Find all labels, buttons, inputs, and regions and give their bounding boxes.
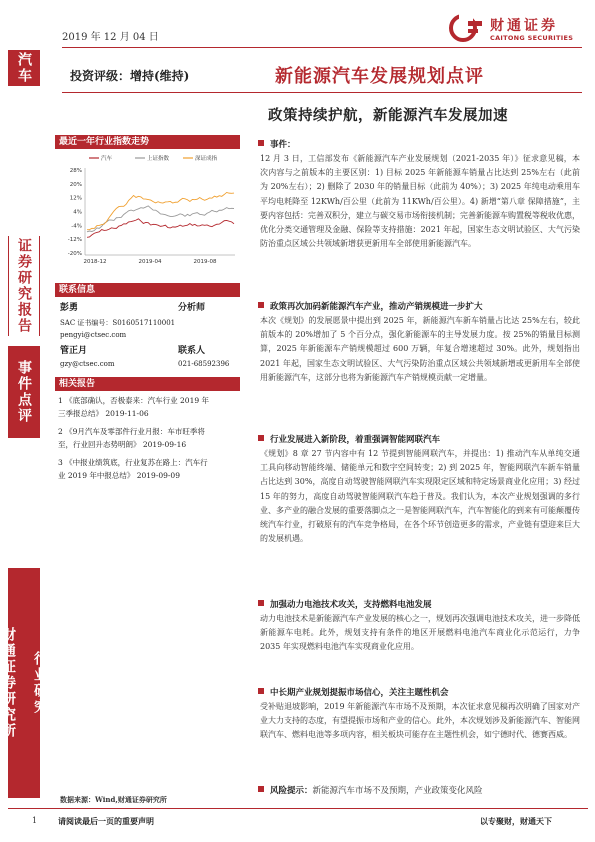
section3-heading: 加强动力电池技术攻关，支持燃料电池发展 (258, 598, 580, 610)
contact-section-header: 联系信息 (55, 283, 240, 297)
chart-section-header: 最近一年行业指数走势 (55, 135, 240, 149)
section2-paragraph: 《规划》8 章 27 节内容中有 12 节提到智能网联汽车，并提出：1) 推动汽车从单纯交通工具向移动智能终端、储能单元和数字空间转变；2) 到 2025 年，智能网联汽车新车销量占比达到 30%，高度自动驾驶智能网联汽车实现限定区域和特定场景商业化应用；3) 经过 15 年的努力，高度自动驾驶智能网联汽车趋于普及。我们认为，本次产业规划强调的多行业、多产业的融合发展的重要落脚点之一是智能网联汽车，汽车智能化的到来有可能颠覆传统汽车行业，打破原有的汽车竞争格局，在各个环节创造更多的需求，产业链有望迎来巨大的发展机遇。 (260, 449, 580, 544)
y-tick-label: 20% (69, 181, 82, 188)
legend-label: 汽车 (101, 156, 113, 162)
caitong-logo-icon (448, 13, 484, 43)
y-tick-label: 4% (73, 209, 82, 216)
analyst2-email[interactable]: gzy@ctsec.com (60, 360, 115, 368)
chart-x-axis (84, 259, 217, 265)
y-tick-label: -4% (71, 223, 82, 230)
section3-paragraph: 动力电池技术是新能源汽车产业发展的核心之一，规划再次强调电池技术攻关，进一步降低新能源车电耗。此外，规划支持有条件的地区开展燃料电池汽车商业化示范运行，力争 2035 年实现燃料电池汽车实现商业化应用。 (260, 614, 580, 652)
page-number: 1 (32, 816, 38, 825)
data-source-note: 数据来源：Wind,财通证券研究所 (60, 795, 167, 804)
analyst1-email[interactable]: pengyi@ctsec.com (60, 331, 127, 339)
bullet-square-icon (258, 435, 264, 441)
section4-heading: 中长期产业规划提振市场信心，关注主题性机会 (258, 686, 580, 698)
analyst2-phone: 021-68592396 (178, 360, 230, 368)
event-heading: 事件： (258, 138, 580, 150)
sidebar-industry: 汽车 (8, 50, 40, 86)
x-tick-label: 2019-04 (138, 259, 162, 265)
section4-paragraph: 受补贴退坡影响，2019 年新能源汽车市场不及预期，本次征求意见稿再次明确了国家对产业大力支持的态度，有望提振市场和产业的信心。此外，本次规划涉及新能源汽车、智能网联汽车、燃料电池等多项内容，相关板块可能存在主题性机会，如宁德时代、德赛西威。 (260, 702, 580, 740)
logo-english: CAITONG SECURITIES (490, 34, 574, 42)
section1-paragraph: 本次《规划》的发展愿景中提出到 2025 年，新能源汽车新车销量占比达 25%左右，较此前版本的 20%增加了 5 个百分点，强化新能源车的主导发展力度。按 25%的销量目标测算，2025 年新能源车产销规模超过 600 万辆，年复合增速超过 30%。此外，规划指出 2021 年起，国家生态文明试验区、大气污染防治重点区域公共领域新增或更新用车全部使用新能源汽车，这部分也将为新能源汽车产销规模贡献一定增量。 (260, 316, 580, 382)
sidebar-firm-name: 财通证券研究所 (0, 627, 16, 739)
x-tick-label: 2019-08 (193, 259, 217, 265)
y-tick-label: 28% (69, 168, 82, 174)
related-section-header: 相关报告 (55, 377, 240, 391)
analyst1-role: 分析师 (178, 303, 206, 313)
sidebar-report-type: 证券研究报告 (8, 236, 40, 336)
top-divider (62, 47, 582, 48)
analyst2-name: 管正月 (60, 346, 88, 356)
y-tick-label: -12% (67, 237, 82, 244)
series-shenzhen-line (87, 192, 234, 229)
logo-name: 财通证券 (490, 18, 558, 34)
bullet-square-icon (258, 140, 264, 146)
report-date: 2019 年 12 月 04 日 (62, 32, 159, 43)
related-report-2[interactable] (58, 425, 238, 451)
analyst1-name: 彭勇 (60, 303, 79, 313)
related-report-3-line2: 业 2019 年中报总结》 2019-09-09 (58, 471, 180, 480)
related-report-1-line2: 三季报总结》 2019-11-06 (58, 409, 149, 418)
x-tick-label: 2018-12 (83, 259, 107, 265)
analyst2-role: 联系人 (178, 346, 206, 356)
related-report-1[interactable] (58, 394, 238, 420)
footer-disclaimer[interactable]: 请阅读最后一页的重要声明 (58, 816, 154, 826)
related-report-1-line1: 1 《底部确认，否极泰来：汽车行业 2019 年 (58, 396, 210, 405)
industry-index-chart (55, 150, 240, 268)
footer-divider (8, 808, 588, 809)
analyst1-sac: SAC 证书编号：S0160517110001 (60, 319, 176, 327)
related-report-3[interactable] (58, 456, 238, 482)
sidebar-industry-research: 行业研究 (32, 651, 48, 715)
legend-label: 深证成指 (195, 156, 218, 162)
event-paragraph: 12 月 3 日，工信部发布《新能源汽车产业发展规划（2021-2035 年）》征求意见稿，本次内容与之前版本的主要区别：1) 目标 2025 年新能源车销量占比达到 25%左右（此前为 20%左右）；2) 删除了 2030 年的销量目标（此前为 40%）；3) 2025 年纯电动乘用车平均电耗降至 12KWh/百公里（此前为 11KWh/百公里）。4) 新增“第八章 保障措施”，主要内容包括：完善双积分，建立与碳交易市场衔接机制；完善新能源车购置税等税收优惠，优化分类交通管理及金融、保险等支持措施：2021 年起，国家生态文明试验区、大气污染防治重点区域公共领域新增获更新用车全部使用新能源汽车。 (260, 154, 580, 249)
related-report-2-line1: 2 《9月汽车及零部件行业月报：车市旺季将 (58, 427, 205, 436)
bullet-square-icon (258, 688, 264, 694)
section2-heading: 行业发展进入新阶段，着重强调智能网联汽车 (258, 433, 580, 445)
bullet-square-icon (258, 600, 264, 606)
y-tick-label: 12% (69, 195, 82, 202)
related-report-2-line2: 至，行业回升态势明朗》 2019-09-16 (58, 440, 187, 449)
legend-label: 上证指数 (147, 156, 170, 162)
related-report-3-line1: 3 《中报业绩筑底，行业复苏在路上：汽车行 (58, 458, 208, 467)
risk-heading: 风险提示：新能源汽车市场不及预期，产业政策变化风险 (258, 784, 580, 796)
investment-rating: 投资评级：增持(维持) (70, 69, 190, 83)
bullet-square-icon (258, 786, 264, 792)
report-title: 新能源汽车发展规划点评 (275, 66, 484, 87)
series-shanghai-line (87, 206, 234, 232)
chart-legend (89, 154, 218, 162)
y-tick-label: -20% (67, 251, 82, 257)
section1-heading: 政策再次加码新能源汽车产业，推动产销规模进一步扩大 (258, 300, 580, 312)
risk-text: 新能源汽车市场不及预期，产业政策变化风险 (312, 786, 483, 796)
sidebar-category: 事件点评 (8, 346, 40, 438)
series-auto-line (87, 219, 234, 238)
chart-y-axis (68, 168, 82, 257)
title-divider (62, 92, 582, 93)
footer-slogan: 以专聚财，财通天下 (480, 816, 552, 826)
sidebar-bottom-tag (0, 568, 48, 798)
bullet-square-icon (258, 302, 264, 308)
report-subtitle: 政策持续护航，新能源汽车发展加速 (268, 107, 508, 124)
